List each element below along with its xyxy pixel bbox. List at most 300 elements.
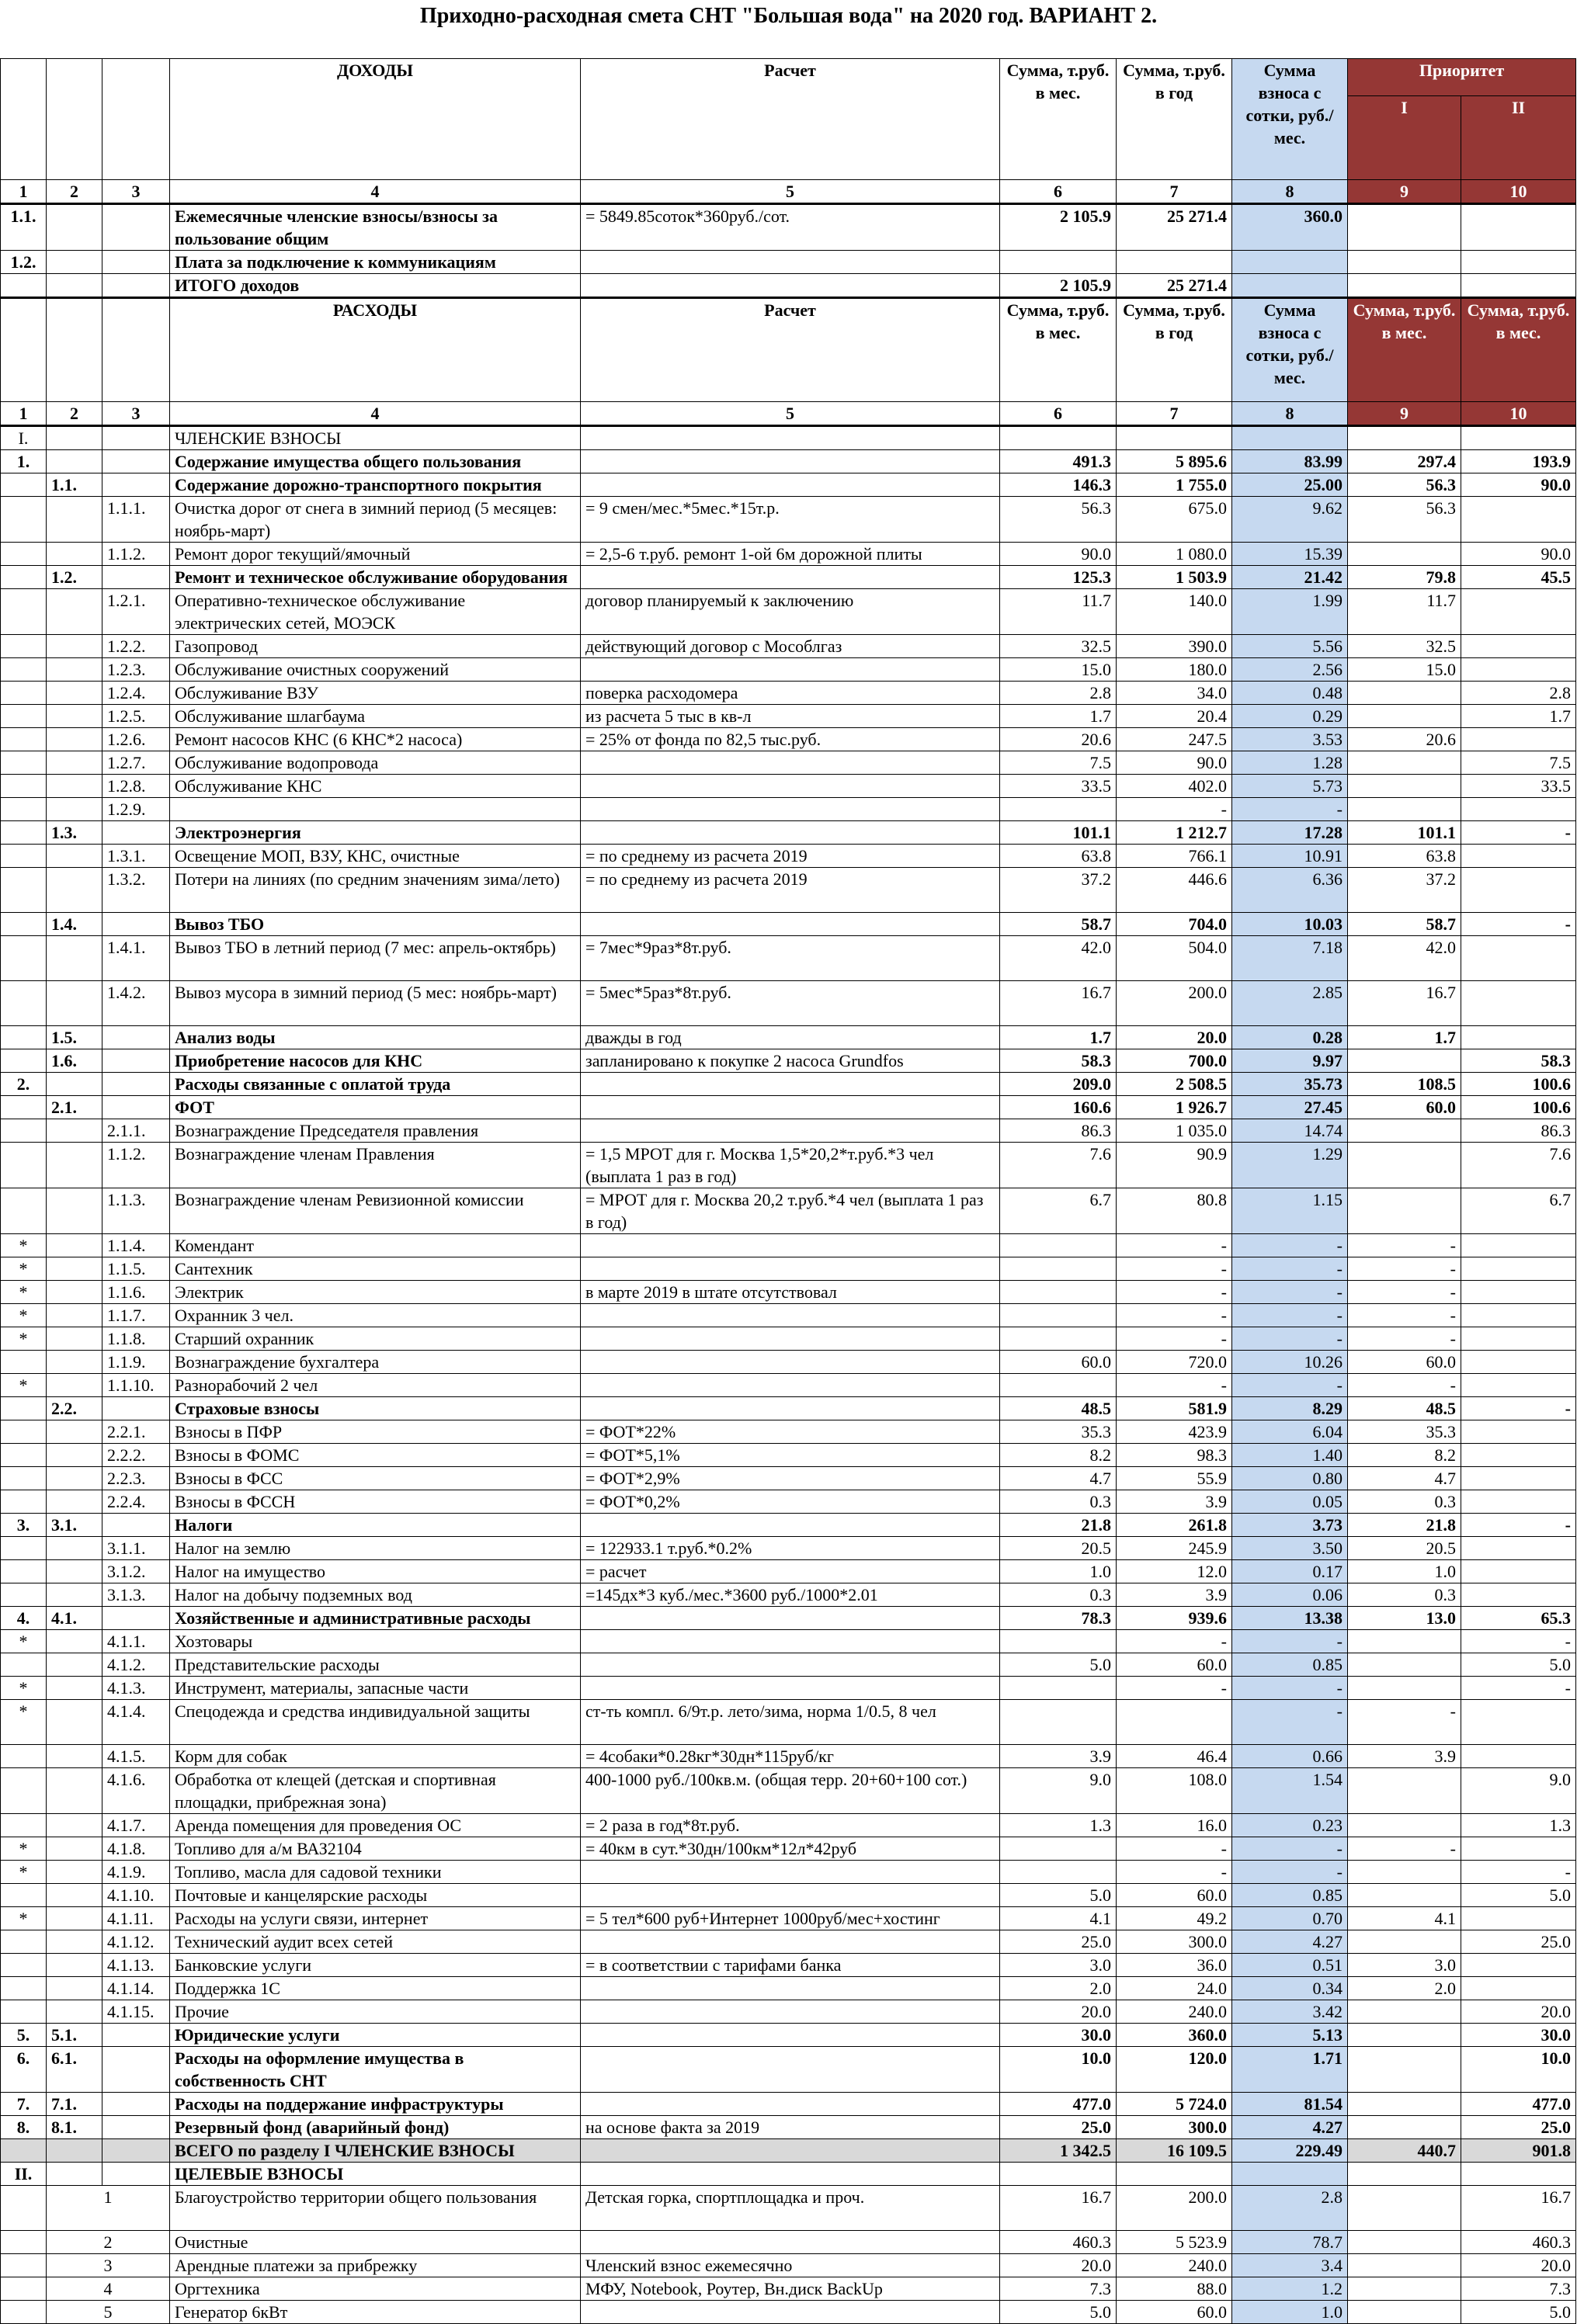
row-priority-2	[1461, 798, 1576, 821]
row-sum-month: 2.8	[1000, 682, 1117, 705]
row-sum-sotka: 3.50	[1232, 1537, 1348, 1560]
row-number	[1, 845, 47, 868]
row-calc: договор планируемый к заключению	[581, 589, 1000, 635]
priority-2-header: II	[1461, 96, 1576, 180]
row-sum-month	[1000, 1234, 1117, 1257]
row-sum-year: 247.5	[1117, 728, 1232, 751]
row-name: Взносы в ФССН	[170, 1490, 581, 1514]
row-calc: = ФОТ*22%	[581, 1420, 1000, 1444]
row-priority-2	[1461, 1745, 1576, 1768]
row-sum-year: 180.0	[1117, 658, 1232, 682]
row-sum-year: 766.1	[1117, 845, 1232, 868]
row-priority-2: 901.8	[1461, 2139, 1576, 2163]
row-priority-1	[1348, 274, 1461, 298]
row-priority-2: 65.3	[1461, 1607, 1576, 1630]
row-sum-sotka: 6.36	[1232, 868, 1348, 913]
row-sum-year: 20.4	[1117, 705, 1232, 728]
row-calc	[581, 473, 1000, 497]
row-sum-year: 675.0	[1117, 497, 1232, 543]
row-sum-month	[1000, 251, 1117, 274]
row-sum-sotka: -	[1232, 1327, 1348, 1351]
row-sum-year: 90.0	[1117, 751, 1232, 775]
row-priority-2	[1461, 497, 1576, 543]
row-sum-month	[1000, 798, 1117, 821]
table-row	[1, 1745, 1576, 1768]
row-item-number: 1.1.5.	[102, 1257, 170, 1281]
row-sum-month	[1000, 1700, 1117, 1745]
row-number	[1, 1745, 47, 1768]
row-subnumber: 4	[47, 2277, 170, 2301]
table-row	[1, 1930, 1576, 1954]
row-calc: = 7мес*9раз*8т.руб.	[581, 936, 1000, 981]
table-row	[1, 450, 1576, 473]
column-index-row	[1, 402, 1576, 426]
row-name: Прочие	[170, 2000, 581, 2024]
row-subnumber	[47, 1583, 102, 1607]
row-name: Инструмент, материалы, запасные части	[170, 1677, 581, 1700]
row-number: *	[1, 1327, 47, 1351]
row-subnumber	[47, 1814, 102, 1837]
row-name: Поддержка 1С	[170, 1977, 581, 2000]
row-number	[1, 1560, 47, 1583]
row-sum-year: 3.9	[1117, 1490, 1232, 1514]
row-item-number	[102, 2163, 170, 2186]
row-number	[1, 705, 47, 728]
row-sum-month: 460.3	[1000, 2231, 1117, 2254]
row-name: Обработка от клещей (детская и спортивная площадки, прибрежная зона)	[170, 1768, 581, 1814]
row-name: Оргтехника	[170, 2277, 581, 2301]
column-index: 8	[1232, 402, 1348, 426]
row-sum-month: 1.3	[1000, 1814, 1117, 1837]
column-index: 7	[1117, 180, 1232, 204]
row-sum-month: 1.7	[1000, 705, 1117, 728]
row-sum-year: 1 212.7	[1117, 821, 1232, 845]
row-subnumber: 1	[47, 2186, 170, 2231]
row-subnumber: 2.2.	[47, 1397, 102, 1420]
row-sum-sotka: 0.48	[1232, 682, 1348, 705]
row-sum-month: 491.3	[1000, 450, 1117, 473]
row-sum-month: 4.1	[1000, 1907, 1117, 1930]
row-priority-1	[1348, 2047, 1461, 2093]
row-priority-1	[1348, 1884, 1461, 1907]
row-sum-sotka: 0.06	[1232, 1583, 1348, 1607]
row-priority-2	[1461, 1837, 1576, 1861]
row-name: Вознаграждение членам Правления	[170, 1143, 581, 1188]
row-item-number: 1.3.1.	[102, 845, 170, 868]
row-sum-month: 78.3	[1000, 1607, 1117, 1630]
table-row	[1, 798, 1576, 821]
row-sum-year: 12.0	[1117, 1560, 1232, 1583]
priority-1-sum-header: Сумма, т.руб. в мес.	[1348, 298, 1461, 402]
row-number	[1, 1884, 47, 1907]
row-priority-1	[1348, 543, 1461, 566]
row-priority-1: -	[1348, 1374, 1461, 1397]
row-sum-sotka: 1.28	[1232, 751, 1348, 775]
row-sum-sotka: 0.28	[1232, 1026, 1348, 1049]
sum-month-header: Сумма, т.руб. в мес.	[1000, 298, 1117, 402]
row-number: *	[1, 1677, 47, 1700]
column-index: 4	[170, 180, 581, 204]
row-priority-2: 25.0	[1461, 1930, 1576, 1954]
row-sum-sotka: 229.49	[1232, 2139, 1348, 2163]
row-number	[1, 1397, 47, 1420]
row-subnumber	[47, 1143, 102, 1188]
table-row	[1, 2301, 1576, 2324]
row-subnumber	[47, 1537, 102, 1560]
table-row	[1, 2139, 1576, 2163]
sum-year-header: Сумма, т.руб. в год	[1117, 59, 1232, 180]
row-number: *	[1, 1234, 47, 1257]
table-row	[1, 1304, 1576, 1327]
row-item-number: 2.2.1.	[102, 1420, 170, 1444]
row-item-number	[102, 2116, 170, 2139]
column-index: 5	[581, 402, 1000, 426]
row-calc: = МРОТ для г. Москва 20,2 т.руб.*4 чел (выплата 1 раз в год)	[581, 1188, 1000, 1234]
row-subnumber: 3	[47, 2254, 170, 2277]
row-priority-2: -	[1461, 821, 1576, 845]
row-priority-2: 86.3	[1461, 1119, 1576, 1143]
row-sum-year: 1 080.0	[1117, 543, 1232, 566]
row-item-number: 3.1.1.	[102, 1537, 170, 1560]
table-row	[1, 682, 1576, 705]
row-sum-sotka: -	[1232, 1281, 1348, 1304]
row-number	[1, 2000, 47, 2024]
row-sum-month: 20.0	[1000, 2254, 1117, 2277]
row-priority-2	[1461, 1467, 1576, 1490]
table-row	[1, 1234, 1576, 1257]
table-row	[1, 543, 1576, 566]
row-sum-month	[1000, 2163, 1117, 2186]
row-priority-2: 20.0	[1461, 2254, 1576, 2277]
row-subnumber	[47, 868, 102, 913]
row-name: Электроэнергия	[170, 821, 581, 845]
row-subnumber: 1.5.	[47, 1026, 102, 1049]
row-calc: ст-ть компл. 6/9т.р. лето/зима, норма 1/0.5, 8 чел	[581, 1700, 1000, 1745]
row-item-number: 4.1.10.	[102, 1884, 170, 1907]
row-priority-2	[1461, 1374, 1576, 1397]
row-priority-1: -	[1348, 1281, 1461, 1304]
row-subnumber: 2	[47, 2231, 170, 2254]
row-calc	[581, 1096, 1000, 1119]
row-calc	[581, 2163, 1000, 2186]
row-priority-2: 16.7	[1461, 2186, 1576, 2231]
row-sum-sotka: -	[1232, 1234, 1348, 1257]
row-item-number: 4.1.1.	[102, 1630, 170, 1653]
row-sum-sotka: -	[1232, 1837, 1348, 1861]
column-index: 6	[1000, 402, 1117, 426]
row-sum-year: 90.9	[1117, 1143, 1232, 1188]
row-item-number: 1.1.9.	[102, 1351, 170, 1374]
row-number	[1, 1814, 47, 1837]
row-subnumber: 4.1.	[47, 1607, 102, 1630]
row-priority-2	[1461, 981, 1576, 1026]
table-row	[1, 821, 1576, 845]
row-name: ЦЕЛЕВЫЕ ВЗНОСЫ	[170, 2163, 581, 2186]
row-name: Содержание имущества общего пользования	[170, 450, 581, 473]
row-priority-2: 5.0	[1461, 1653, 1576, 1677]
table-row	[1, 1049, 1576, 1073]
row-name: Охранник 3 чел.	[170, 1304, 581, 1327]
row-calc	[581, 1234, 1000, 1257]
row-calc	[581, 1884, 1000, 1907]
row-priority-2: 25.0	[1461, 2116, 1576, 2139]
row-sum-sotka: 0.51	[1232, 1954, 1348, 1977]
row-calc	[581, 2024, 1000, 2047]
row-item-number: 4.1.2.	[102, 1653, 170, 1677]
row-sum-year: 200.0	[1117, 2186, 1232, 2231]
row-sum-month	[1000, 1861, 1117, 1884]
row-subnumber	[47, 1420, 102, 1444]
row-sum-year: 300.0	[1117, 2116, 1232, 2139]
table-row	[1, 1977, 1576, 2000]
row-calc	[581, 1351, 1000, 1374]
column-index-row	[1, 180, 1576, 204]
row-sum-sotka: 2.85	[1232, 981, 1348, 1026]
row-priority-1	[1348, 1143, 1461, 1188]
row-calc: = 5 тел*600 руб+Интернет 1000руб/мес+хостинг	[581, 1907, 1000, 1930]
row-sum-month: 56.3	[1000, 497, 1117, 543]
row-item-number	[102, 2139, 170, 2163]
row-name: Расходы связанные с оплатой труда	[170, 1073, 581, 1096]
row-priority-1: -	[1348, 1234, 1461, 1257]
row-subnumber: 6.1.	[47, 2047, 102, 2093]
row-name: Ежемесячные членские взносы/взносы за пользование общим	[170, 204, 581, 251]
row-priority-2	[1461, 1537, 1576, 1560]
row-sum-month: 16.7	[1000, 981, 1117, 1026]
priority-2-sum-header: Сумма, т.руб. в мес.	[1461, 298, 1576, 402]
row-number	[1, 1143, 47, 1188]
row-priority-2	[1461, 845, 1576, 868]
row-name: Вознаграждение бухгалтера	[170, 1351, 581, 1374]
row-sum-sotka: 5.56	[1232, 635, 1348, 658]
row-sum-month: 20.5	[1000, 1537, 1117, 1560]
row-sum-month: 35.3	[1000, 1420, 1117, 1444]
row-calc	[581, 450, 1000, 473]
row-calc: = 5мес*5раз*8т.руб.	[581, 981, 1000, 1026]
row-sum-month: 209.0	[1000, 1073, 1117, 1096]
row-subnumber	[47, 1700, 102, 1745]
row-number	[1, 775, 47, 798]
table-row	[1, 635, 1576, 658]
table-row	[1, 1907, 1576, 1930]
row-item-number: 1.1.4.	[102, 1234, 170, 1257]
row-sum-sotka: 17.28	[1232, 821, 1348, 845]
row-priority-1: 1.7	[1348, 1026, 1461, 1049]
row-subnumber	[47, 2139, 102, 2163]
row-item-number	[102, 1049, 170, 1073]
row-number	[1, 1444, 47, 1467]
table-row	[1, 1884, 1576, 1907]
row-name: Спецодежда и средства индивидуальной защиты	[170, 1700, 581, 1745]
row-sum-year	[1117, 426, 1232, 450]
row-priority-2: -	[1461, 913, 1576, 936]
row-subnumber	[47, 2163, 102, 2186]
row-priority-2: 6.7	[1461, 1188, 1576, 1234]
table-row	[1, 1861, 1576, 1884]
row-sum-sotka: -	[1232, 1677, 1348, 1700]
row-name: Ремонт и техническое обслуживание оборудования	[170, 566, 581, 589]
row-sum-sotka: 1.40	[1232, 1444, 1348, 1467]
row-subnumber	[47, 1954, 102, 1977]
row-name: Генератор 6кВт	[170, 2301, 581, 2324]
row-priority-1	[1348, 2186, 1461, 2231]
row-priority-1	[1348, 2163, 1461, 2186]
row-sum-year: 34.0	[1117, 682, 1232, 705]
row-number	[1, 1977, 47, 2000]
row-priority-1: 32.5	[1348, 635, 1461, 658]
row-subnumber: 5	[47, 2301, 170, 2324]
row-name: Страховые взносы	[170, 1397, 581, 1420]
row-sum-month: 1 342.5	[1000, 2139, 1117, 2163]
row-sum-year: 1 035.0	[1117, 1119, 1232, 1143]
row-number	[1, 868, 47, 913]
row-number	[1, 589, 47, 635]
row-priority-1: -	[1348, 1257, 1461, 1281]
row-name: Комендант	[170, 1234, 581, 1257]
row-priority-1: 3.9	[1348, 1745, 1461, 1768]
row-sum-year: 402.0	[1117, 775, 1232, 798]
table-row	[1, 1630, 1576, 1653]
row-name: Разнорабочий 2 чел	[170, 1374, 581, 1397]
row-priority-1	[1348, 251, 1461, 274]
table-row	[1, 1677, 1576, 1700]
row-calc	[581, 1073, 1000, 1096]
row-number: 3.	[1, 1514, 47, 1537]
row-sum-month	[1000, 426, 1117, 450]
row-priority-2	[1461, 426, 1576, 450]
row-subnumber	[47, 1677, 102, 1700]
row-sum-year: 16 109.5	[1117, 2139, 1232, 2163]
row-sum-month: 9.0	[1000, 1768, 1117, 1814]
row-sum-sotka: 14.74	[1232, 1119, 1348, 1143]
row-calc	[581, 2231, 1000, 2254]
row-sum-sotka: 6.04	[1232, 1420, 1348, 1444]
row-calc: = ФОТ*5,1%	[581, 1444, 1000, 1467]
row-sum-sotka: 0.05	[1232, 1490, 1348, 1514]
table-row	[1, 868, 1576, 913]
row-priority-2	[1461, 1257, 1576, 1281]
row-number: *	[1, 1861, 47, 1884]
row-sum-sotka: 1.0	[1232, 2301, 1348, 2324]
row-subnumber	[47, 1444, 102, 1467]
table-row	[1, 845, 1576, 868]
row-calc	[581, 1257, 1000, 1281]
row-calc	[581, 274, 1000, 298]
row-calc	[581, 775, 1000, 798]
table-row	[1, 1653, 1576, 1677]
row-priority-2: 477.0	[1461, 2093, 1576, 2116]
row-item-number	[102, 913, 170, 936]
table-row	[1, 426, 1576, 450]
row-item-number: 4.1.8.	[102, 1837, 170, 1861]
row-priority-1: 101.1	[1348, 821, 1461, 845]
table-row	[1, 2163, 1576, 2186]
row-calc: = ФОТ*2,9%	[581, 1467, 1000, 1490]
row-sum-sotka: 1.2	[1232, 2277, 1348, 2301]
row-calc	[581, 1119, 1000, 1143]
table-row	[1, 566, 1576, 589]
row-subnumber	[47, 1304, 102, 1327]
row-name: Вывоз ТБО в летний период (7 мес: апрель-октябрь)	[170, 936, 581, 981]
row-name: Топливо для а/м ВАЗ2104	[170, 1837, 581, 1861]
row-priority-2	[1461, 1700, 1576, 1745]
table-row	[1, 2093, 1576, 2116]
row-sum-year: 1 755.0	[1117, 473, 1232, 497]
row-sum-month: 16.7	[1000, 2186, 1117, 2231]
row-subnumber	[47, 204, 102, 251]
row-calc: = 2,5-6 т.руб. ремонт 1-ой 6м дорожной плиты	[581, 543, 1000, 566]
row-name: Приобретение насосов для КНС	[170, 1049, 581, 1073]
row-sum-year: -	[1117, 1281, 1232, 1304]
row-subnumber	[47, 798, 102, 821]
row-subnumber	[47, 658, 102, 682]
row-item-number	[102, 1073, 170, 1096]
row-subnumber: 1.6.	[47, 1049, 102, 1073]
row-name: Ремонт дорог текущий/ямочный	[170, 543, 581, 566]
row-priority-1: 21.8	[1348, 1514, 1461, 1537]
row-number	[1, 1026, 47, 1049]
row-subnumber	[47, 1467, 102, 1490]
row-sum-year: 24.0	[1117, 1977, 1232, 2000]
row-subnumber	[47, 1768, 102, 1814]
row-item-number: 1.1.10.	[102, 1374, 170, 1397]
row-sum-year: 98.3	[1117, 1444, 1232, 1467]
row-priority-2	[1461, 1907, 1576, 1930]
row-name: Хозтовары	[170, 1630, 581, 1653]
row-sum-month: 10.0	[1000, 2047, 1117, 2093]
row-sum-sotka: 0.29	[1232, 705, 1348, 728]
row-priority-1: 0.3	[1348, 1583, 1461, 1607]
row-sum-year: -	[1117, 1837, 1232, 1861]
column-index: 5	[581, 180, 1000, 204]
row-priority-1: 108.5	[1348, 1073, 1461, 1096]
table-row	[1, 913, 1576, 936]
row-priority-1: 4.7	[1348, 1467, 1461, 1490]
row-subnumber	[47, 981, 102, 1026]
row-priority-2: 193.9	[1461, 450, 1576, 473]
row-item-number: 4.1.7.	[102, 1814, 170, 1837]
row-priority-1: 3.0	[1348, 1954, 1461, 1977]
row-calc	[581, 2093, 1000, 2116]
row-name: Налог на имущество	[170, 1560, 581, 1583]
row-priority-1: -	[1348, 1700, 1461, 1745]
row-sum-month: 2 105.9	[1000, 274, 1117, 298]
row-sum-year: 704.0	[1117, 913, 1232, 936]
row-calc	[581, 913, 1000, 936]
row-priority-1	[1348, 1630, 1461, 1653]
row-number	[1, 635, 47, 658]
row-sum-year: 720.0	[1117, 1351, 1232, 1374]
row-number: 2.	[1, 1073, 47, 1096]
row-priority-1: 60.0	[1348, 1351, 1461, 1374]
row-calc	[581, 1630, 1000, 1653]
row-subnumber	[47, 1374, 102, 1397]
row-sum-month: 5.0	[1000, 2301, 1117, 2324]
row-calc	[581, 2139, 1000, 2163]
row-sum-sotka: 1.54	[1232, 1768, 1348, 1814]
row-sum-sotka	[1232, 274, 1348, 298]
row-name: Старший охранник	[170, 1327, 581, 1351]
row-calc	[581, 1653, 1000, 1677]
row-calc	[581, 751, 1000, 775]
row-sum-sotka: 8.29	[1232, 1397, 1348, 1420]
row-subnumber	[47, 1327, 102, 1351]
table-row	[1, 2024, 1576, 2047]
expense-header: РАСХОДЫ	[170, 298, 581, 402]
column-index: 7	[1117, 402, 1232, 426]
row-sum-month: 15.0	[1000, 658, 1117, 682]
row-sum-year: 240.0	[1117, 2000, 1232, 2024]
